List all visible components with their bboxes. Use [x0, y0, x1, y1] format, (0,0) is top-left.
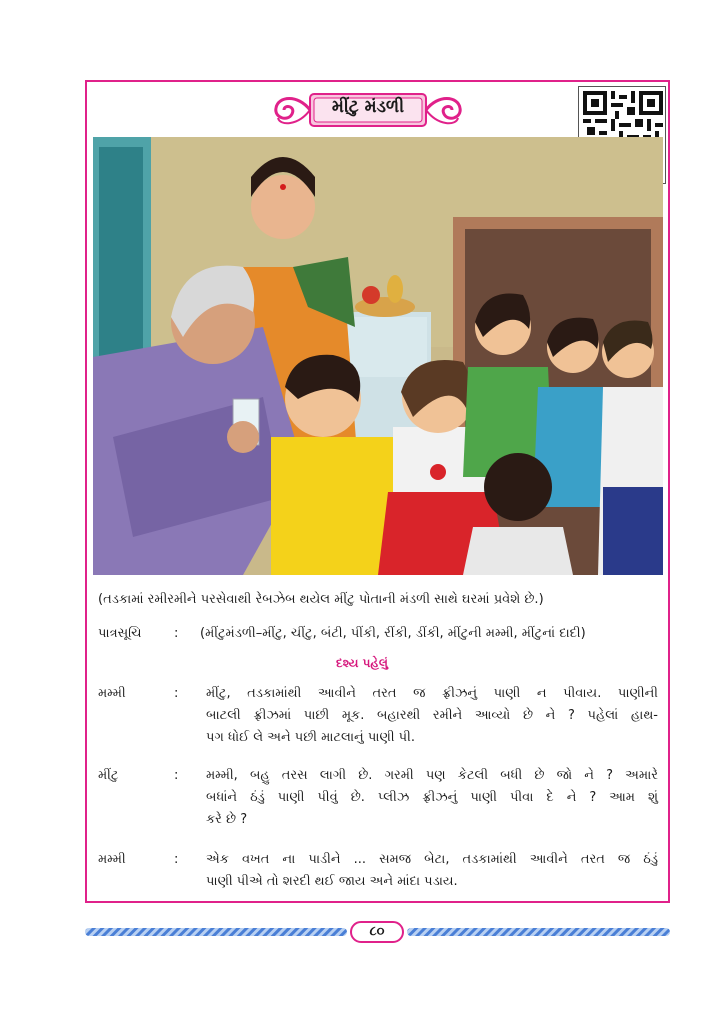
dialogue-speaker: મમ્મી: [98, 686, 126, 701]
dialogue-speaker: મીંટુ: [98, 768, 119, 783]
dialogue-line: મીંટુ, તડકામાંથી આવીને તરત જ ફ્રીઝનું પાણી ન પીવાય. પાણીની: [206, 686, 658, 701]
scene-heading: દશ્ય પહેલું: [336, 656, 388, 670]
dialogue-line: બાટલી ફ્રીઝમાં પાછી મૂક. બહારથી રમીને આવ્યો છે ને ? પહેલાં હાથ-: [206, 708, 658, 723]
stage-direction: (તડકામાં રમીરમીને પરસેવાથી રેબઝેબ થયેલ મીંટુ પોતાની મંડળી સાથે ઘરમાં પ્રવેશે છે.): [98, 592, 544, 607]
dialogue-speaker: મમ્મી: [98, 852, 126, 867]
dialogue-colon: :: [174, 768, 179, 783]
family-scene-image: [93, 137, 663, 575]
page-number: ૮૦: [350, 921, 404, 943]
title-banner: [268, 88, 468, 132]
dialogue-line: પાણી પીએ તો શરદી થઈ જાય અને માંદા પડાય.: [206, 874, 458, 889]
dialogue-colon: :: [174, 852, 179, 867]
dialogue-line: પગ ધોઈ લે અને પછી માટલાનું પાણી પી.: [206, 730, 415, 745]
dialogue-line: મમ્મી, બહુ તરસ લાગી છે. ગરમી પણ કેટલી બધી છે જો ને ? અમારે: [206, 768, 658, 783]
character-list-colon: :: [174, 626, 179, 641]
dialogue-colon: :: [174, 686, 179, 701]
character-list-value: (મીંટુમંડળી–મીંટુ, ચીંટુ, બંટી, પીંકી, રીંકી, ડીંકી, મીંટુની મમ્મી, મીંટુનાં દાદી): [200, 626, 586, 641]
story-illustration: [93, 137, 663, 575]
dialogue-line: બધાંને ઠંડું પાણી પીવું છે. પ્લીઝ ફ્રીઝનું પાણી પીવા દે ને ? આમ શું: [206, 790, 658, 805]
page-footer: [85, 918, 670, 946]
dialogue-line: કરે છે ?: [206, 812, 248, 827]
page-title: મીંટુ મંડળી: [331, 97, 405, 117]
dialogue-line: એક વખત ના પાડીને ... સમજ બેટા, તડકામાંથી આવીને તરત જ ઠંડું: [206, 852, 658, 867]
character-list-label: પાત્રસૂચિ: [98, 626, 142, 641]
